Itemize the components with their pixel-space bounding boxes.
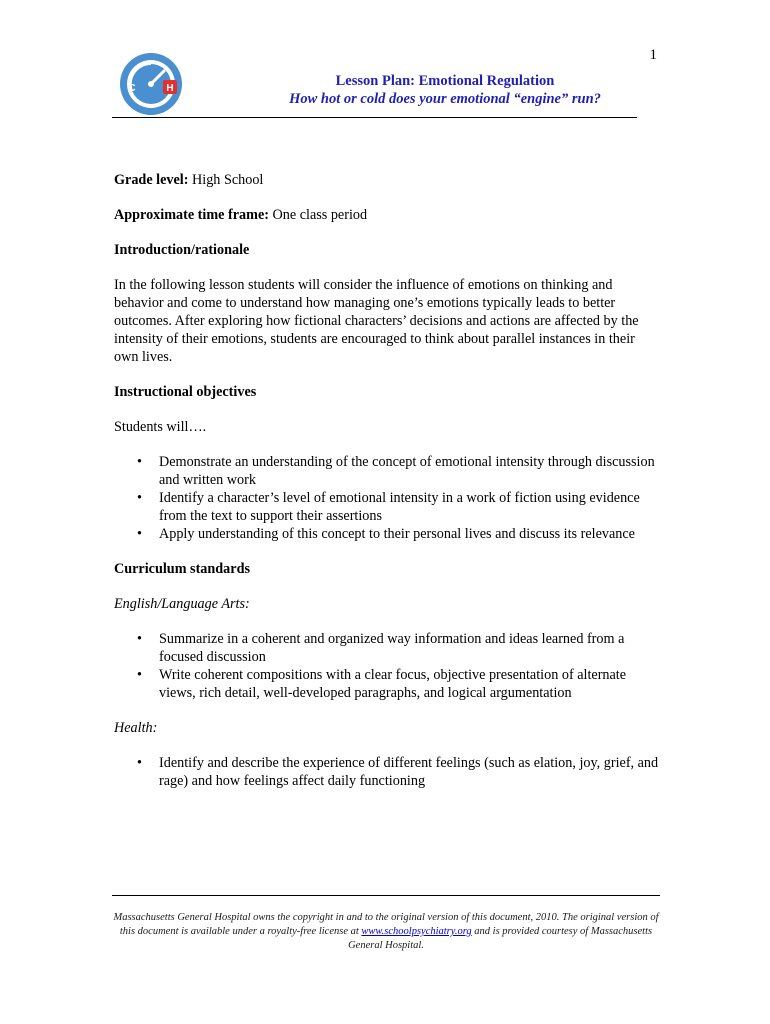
objectives-lead: Students will…. xyxy=(114,419,207,435)
grade-level xyxy=(114,171,659,189)
time-label: Approximate time frame: xyxy=(114,207,269,223)
list-item: • Identify a character’s level of emotional intensity in a work of fiction using evidence from the text to support their assertions xyxy=(159,489,659,525)
objectives-list xyxy=(114,453,659,543)
time-frame xyxy=(114,206,659,224)
footer-text-after: and is provided courtesy of Massachusetts General Hospital. xyxy=(348,926,653,951)
time-value: One class period xyxy=(268,207,368,223)
header-divider xyxy=(112,117,637,118)
ela-list xyxy=(114,630,659,702)
list-item: • Apply understanding of this concept to their personal lives and discuss its relevance xyxy=(159,525,659,543)
header xyxy=(250,72,640,108)
speedometer-logo-icon xyxy=(118,51,184,117)
intro-heading: Introduction/rationale xyxy=(114,242,250,258)
grade-value: High School xyxy=(188,172,264,188)
document-body xyxy=(114,171,659,807)
schoolpsychiatry-link[interactable]: www.schoolpsychiatry.org xyxy=(361,926,472,937)
footer-text-before: Massachusetts General Hospital owns the copyright in and to the original version of this document, 2010. The original version of this document is available under a royalty-free license at xyxy=(113,912,659,937)
grade-label: Grade level: xyxy=(114,172,189,188)
footer-divider xyxy=(112,895,660,896)
logo-letter-h: H xyxy=(166,83,174,94)
list-item: • Summarize in a coherent and organized way information and ideas learned from a focused discussion xyxy=(159,630,659,666)
standards-heading: Curriculum standards xyxy=(114,561,250,577)
copyright-footer xyxy=(112,911,660,953)
document-title: Lesson Plan: Emotional Regulation xyxy=(335,73,555,89)
logo-letter-c: C xyxy=(128,83,136,94)
list-item: • Write coherent compositions with a clear focus, objective presentation of alternate views, rich detail, well-developed paragraphs, and logical argumentation xyxy=(159,666,659,702)
list-item: • Identify and describe the experience of different feelings (such as elation, joy, grief, and rage) and how feelings affect daily functioning xyxy=(159,754,659,790)
document-subtitle: How hot or cold does your emotional “engine” run? xyxy=(289,91,601,107)
health-list xyxy=(114,754,659,790)
health-label: Health: xyxy=(114,720,158,736)
objectives-heading: Instructional objectives xyxy=(114,384,257,400)
intro-text: In the following lesson students will consider the influence of emotions on thinking and behavior and come to understand how managing one’s emotions typically leads to better outcomes. After exploring how fictional characters’ decisions and actions are affected by the intensity of their emotions, students are encouraged to think about parallel instances in their own lives. xyxy=(114,277,639,365)
page-number: 1 xyxy=(649,47,657,63)
ela-label: English/Language Arts: xyxy=(114,596,250,612)
list-item: • Demonstrate an understanding of the concept of emotional intensity through discussion and written work xyxy=(159,453,659,489)
